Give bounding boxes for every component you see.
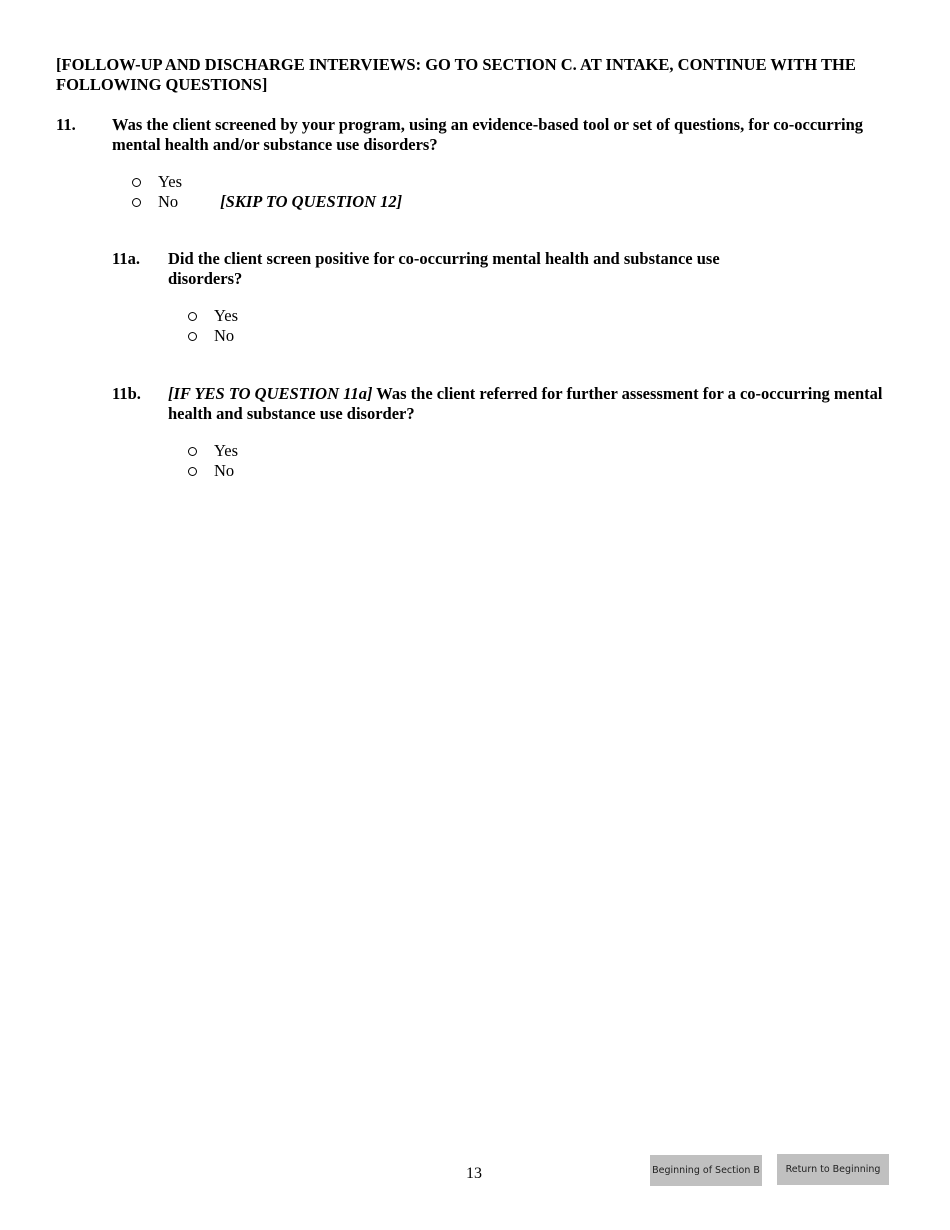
question-11-option-no[interactable]: [132, 192, 402, 212]
question-11a-option-no[interactable]: [188, 326, 234, 346]
question-11b-text-block: [168, 384, 888, 424]
question-11-option-yes[interactable]: [132, 172, 182, 192]
question-11-text: Was the client screened by your program, using an evidence-based tool or set of questions, for co-occurring mental health and/or substance use disorders?: [112, 115, 864, 154]
radio-button-icon[interactable]: [188, 312, 197, 321]
question-11-number: 11.: [56, 115, 76, 134]
question-11b-text: Was the client referred for further assessment for a co-occurring mental health and substance use disorder?: [168, 384, 883, 423]
conditional-instruction: [IF YES TO QUESTION 11a]: [168, 384, 373, 403]
question-11b-number: 11b.: [112, 384, 141, 403]
option-label: Yes: [214, 306, 239, 325]
radio-button-icon[interactable]: [132, 198, 141, 207]
question-11a-option-yes[interactable]: [188, 306, 238, 326]
option-label: Yes: [214, 441, 239, 460]
radio-button-icon[interactable]: [188, 447, 197, 456]
option-label: No: [214, 326, 235, 345]
beginning-of-section-b-button[interactable]: Beginning of Section B: [650, 1155, 762, 1186]
radio-button-icon[interactable]: [188, 332, 197, 341]
skip-instruction: [SKIP TO QUESTION 12]: [220, 192, 403, 211]
return-to-beginning-button[interactable]: Return to Beginning: [777, 1154, 889, 1185]
question-11b-option-yes[interactable]: [188, 441, 238, 461]
question-11a-number: 11a.: [112, 249, 140, 268]
page-number: 13: [466, 1165, 482, 1182]
option-label: Yes: [158, 172, 183, 191]
section-instruction: [FOLLOW-UP AND DISCHARGE INTERVIEWS: GO TO SECTION C. AT INTAKE, CONTINUE WITH THE FOLLOWING QUESTIONS]: [56, 55, 856, 94]
radio-button-icon[interactable]: [188, 467, 197, 476]
option-label: No: [214, 461, 235, 480]
question-11a-text: Did the client screen positive for co-occurring mental health and substance use disorders?: [168, 249, 720, 288]
question-11b-option-no[interactable]: [188, 461, 234, 481]
option-label: No: [158, 192, 179, 211]
radio-button-icon[interactable]: [132, 178, 141, 187]
